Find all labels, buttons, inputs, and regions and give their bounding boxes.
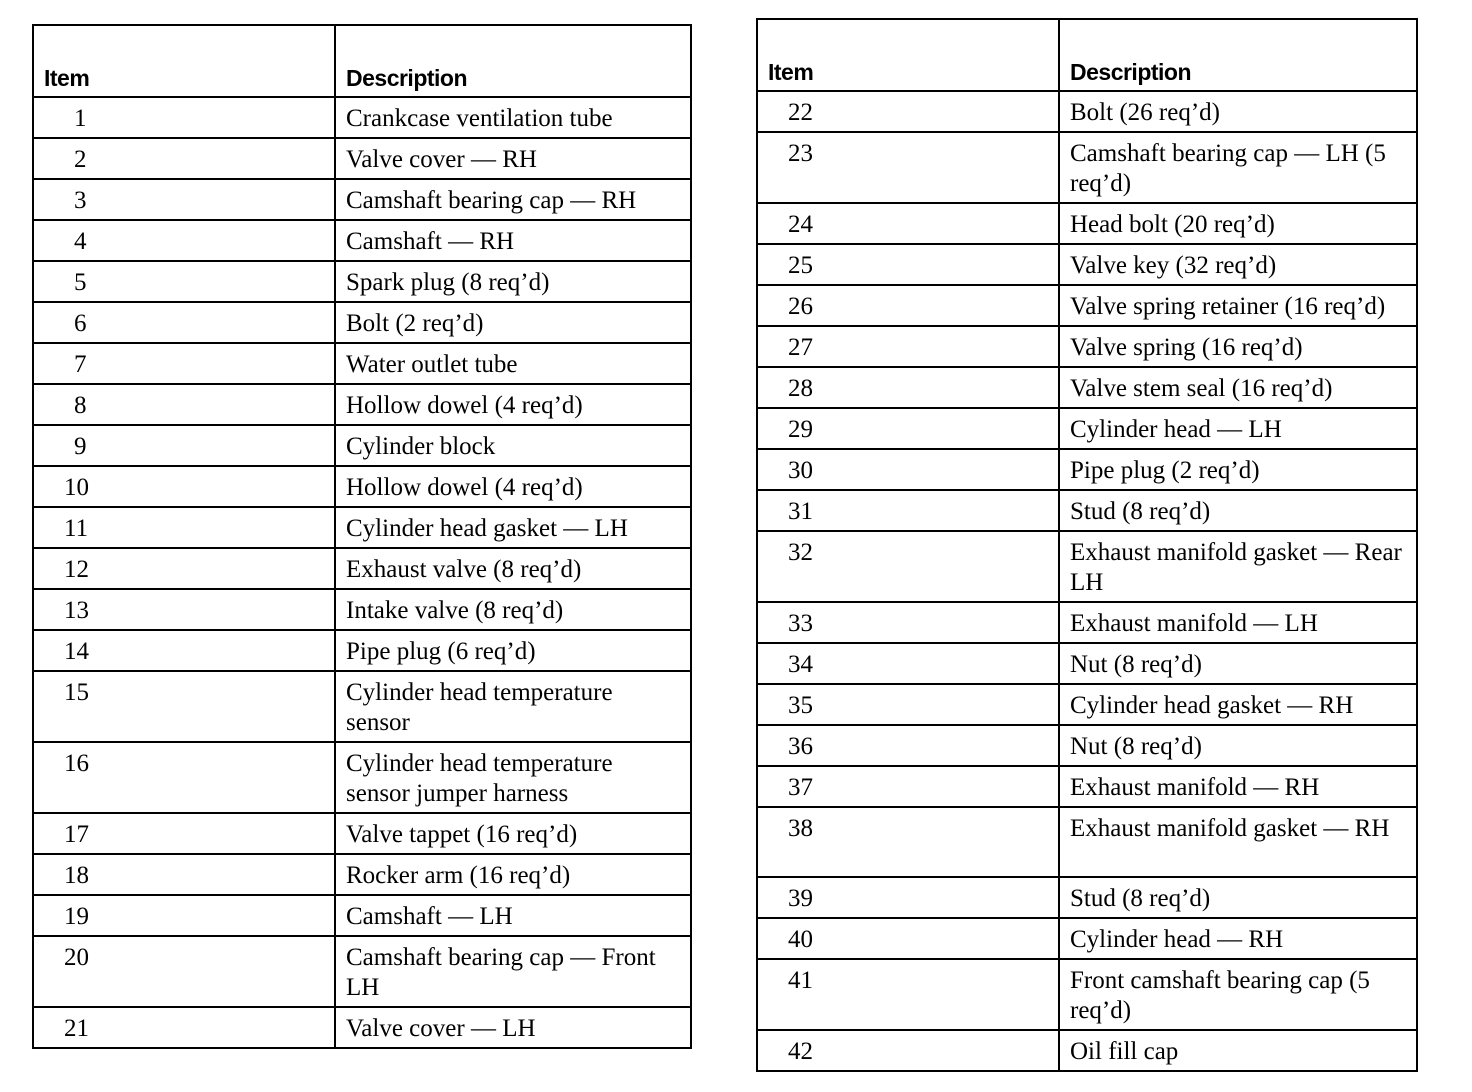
item-number: 14 (33, 630, 335, 671)
table-row (757, 367, 1417, 408)
item-number: 16 (33, 742, 335, 813)
parts-table-right (756, 18, 1418, 1072)
table-row (33, 220, 691, 261)
item-description: Bolt (2 req’d) (335, 302, 691, 343)
item-description: Valve spring (16 req’d) (1059, 326, 1417, 367)
item-number: 31 (757, 490, 1059, 531)
table-row (33, 936, 691, 1007)
item-description: Valve cover — RH (335, 138, 691, 179)
table-row (757, 408, 1417, 449)
table-row (757, 449, 1417, 490)
table-row (757, 602, 1417, 643)
table-row (757, 132, 1417, 203)
item-number: 1 (33, 97, 335, 138)
table-row (757, 918, 1417, 959)
table-row (757, 643, 1417, 684)
table-row (33, 548, 691, 589)
item-description: Cylinder head temperature sensor jumper harness (335, 742, 691, 813)
table-row (757, 91, 1417, 132)
item-description: Hollow dowel (4 req’d) (335, 384, 691, 425)
table-row (33, 425, 691, 466)
item-description: Stud (8 req’d) (1059, 490, 1417, 531)
item-description: Camshaft bearing cap — Front LH (335, 936, 691, 1007)
item-description: Pipe plug (6 req’d) (335, 630, 691, 671)
table-row (33, 854, 691, 895)
item-description: Bolt (26 req’d) (1059, 91, 1417, 132)
table-row (757, 807, 1417, 877)
table-row (757, 531, 1417, 602)
item-number: 32 (757, 531, 1059, 602)
item-number: 38 (757, 807, 1059, 877)
item-description: Camshaft — LH (335, 895, 691, 936)
item-description: Water outlet tube (335, 343, 691, 384)
item-column-header: Item (33, 25, 335, 97)
item-description: Head bolt (20 req’d) (1059, 203, 1417, 244)
table-header-row (33, 25, 691, 97)
table-row (757, 877, 1417, 918)
item-description: Cylinder block (335, 425, 691, 466)
table-row (757, 725, 1417, 766)
item-description: Valve tappet (16 req’d) (335, 813, 691, 854)
item-number: 41 (757, 959, 1059, 1030)
item-number: 24 (757, 203, 1059, 244)
item-description: Exhaust manifold — LH (1059, 602, 1417, 643)
item-number: 7 (33, 343, 335, 384)
table-row (757, 684, 1417, 725)
table-row (33, 261, 691, 302)
table-row (33, 589, 691, 630)
description-column-header: Description (335, 25, 691, 97)
item-number: 30 (757, 449, 1059, 490)
item-number: 5 (33, 261, 335, 302)
table-row (33, 671, 691, 742)
item-number: 34 (757, 643, 1059, 684)
item-number: 17 (33, 813, 335, 854)
table-row (33, 97, 691, 138)
item-number: 20 (33, 936, 335, 1007)
table-row (33, 895, 691, 936)
item-description: Cylinder head — LH (1059, 408, 1417, 449)
table-header-row (757, 19, 1417, 91)
item-number: 37 (757, 766, 1059, 807)
table-row (757, 490, 1417, 531)
item-description: Valve key (32 req’d) (1059, 244, 1417, 285)
item-number: 6 (33, 302, 335, 343)
item-number: 35 (757, 684, 1059, 725)
item-description: Cylinder head — RH (1059, 918, 1417, 959)
item-number: 10 (33, 466, 335, 507)
item-number: 42 (757, 1030, 1059, 1071)
item-description: Crankcase ventilation tube (335, 97, 691, 138)
item-description: Front camshaft bearing cap (5 req’d) (1059, 959, 1417, 1030)
item-number: 15 (33, 671, 335, 742)
table-row (33, 343, 691, 384)
item-description: Cylinder head gasket — RH (1059, 684, 1417, 725)
item-description: Exhaust manifold gasket — Rear LH (1059, 531, 1417, 602)
item-description: Exhaust manifold — RH (1059, 766, 1417, 807)
item-number: 29 (757, 408, 1059, 449)
item-description: Valve spring retainer (16 req’d) (1059, 285, 1417, 326)
table-row (757, 326, 1417, 367)
item-description: Oil fill cap (1059, 1030, 1417, 1071)
table-row (33, 466, 691, 507)
item-number: 13 (33, 589, 335, 630)
item-number: 22 (757, 91, 1059, 132)
table-row (33, 813, 691, 854)
item-number: 39 (757, 877, 1059, 918)
item-number: 25 (757, 244, 1059, 285)
table-row (757, 1030, 1417, 1071)
table-row (33, 630, 691, 671)
item-number: 12 (33, 548, 335, 589)
item-description: Stud (8 req’d) (1059, 877, 1417, 918)
item-number: 11 (33, 507, 335, 548)
item-number: 9 (33, 425, 335, 466)
item-description: Camshaft — RH (335, 220, 691, 261)
item-number: 2 (33, 138, 335, 179)
description-column-header: Description (1059, 19, 1417, 91)
item-description: Camshaft bearing cap — RH (335, 179, 691, 220)
item-description: Hollow dowel (4 req’d) (335, 466, 691, 507)
table-row (757, 959, 1417, 1030)
table-row (33, 138, 691, 179)
item-column-header: Item (757, 19, 1059, 91)
item-number: 18 (33, 854, 335, 895)
item-description: Rocker arm (16 req’d) (335, 854, 691, 895)
item-description: Cylinder head gasket — LH (335, 507, 691, 548)
table-row (33, 507, 691, 548)
table-row (33, 179, 691, 220)
parts-table-left (32, 24, 692, 1049)
table-row (757, 285, 1417, 326)
item-description: Exhaust manifold gasket — RH (1059, 807, 1417, 877)
item-number: 8 (33, 384, 335, 425)
item-number: 23 (757, 132, 1059, 203)
item-number: 36 (757, 725, 1059, 766)
item-number: 33 (757, 602, 1059, 643)
item-number: 4 (33, 220, 335, 261)
item-description: Valve cover — LH (335, 1007, 691, 1048)
table-row (757, 766, 1417, 807)
item-description: Nut (8 req’d) (1059, 643, 1417, 684)
item-description: Exhaust valve (8 req’d) (335, 548, 691, 589)
item-description: Camshaft bearing cap — LH (5 req’d) (1059, 132, 1417, 203)
item-number: 26 (757, 285, 1059, 326)
table-row (33, 302, 691, 343)
table-row (757, 203, 1417, 244)
item-number: 27 (757, 326, 1059, 367)
item-description: Intake valve (8 req’d) (335, 589, 691, 630)
table-row (33, 1007, 691, 1048)
item-description: Cylinder head temperature sensor (335, 671, 691, 742)
item-number: 21 (33, 1007, 335, 1048)
item-description: Pipe plug (2 req’d) (1059, 449, 1417, 490)
table-row (33, 742, 691, 813)
item-number: 40 (757, 918, 1059, 959)
item-description: Nut (8 req’d) (1059, 725, 1417, 766)
table-row (757, 244, 1417, 285)
item-description: Spark plug (8 req’d) (335, 261, 691, 302)
item-number: 3 (33, 179, 335, 220)
item-description: Valve stem seal (16 req’d) (1059, 367, 1417, 408)
table-row (33, 384, 691, 425)
item-number: 28 (757, 367, 1059, 408)
item-number: 19 (33, 895, 335, 936)
